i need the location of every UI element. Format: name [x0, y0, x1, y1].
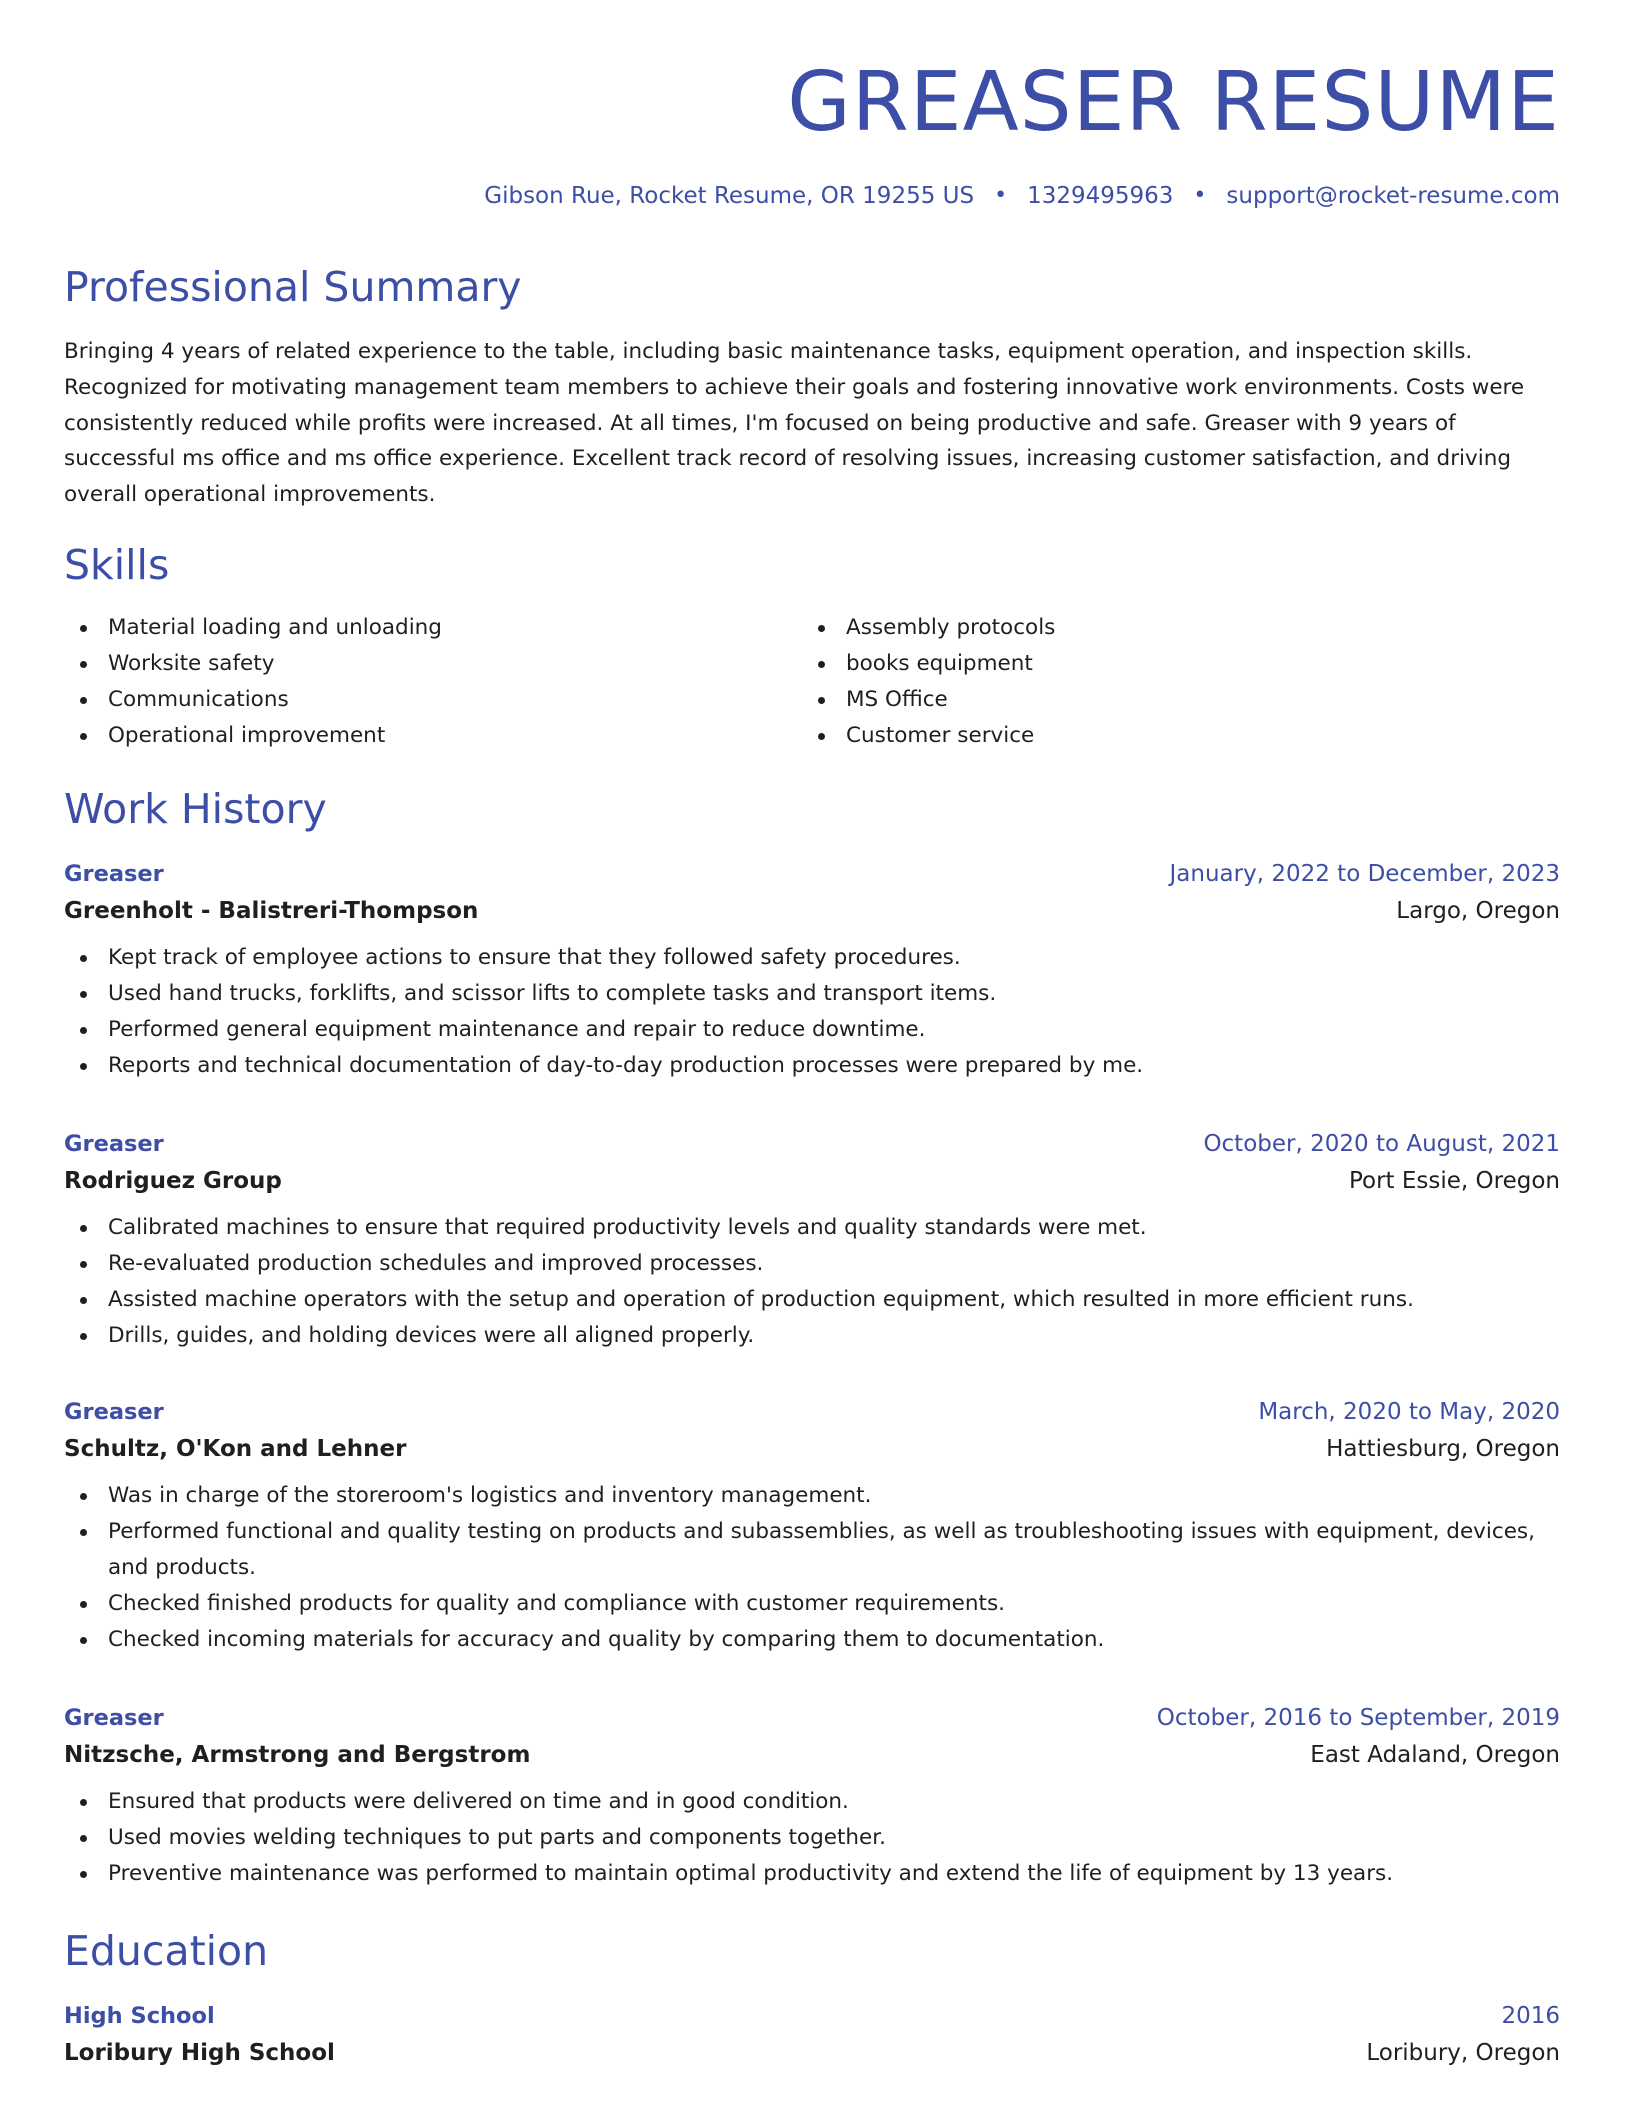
job-dates: January, 2022 to December, 2023 [1169, 861, 1560, 887]
contact-address: Gibson Rue, Rocket Resume, OR 19255 US [484, 183, 975, 209]
job-entry [64, 1394, 1560, 1658]
job-location: East Adaland, Oregon [1310, 1742, 1560, 1768]
company-name: Rodriguez Group [64, 1168, 282, 1194]
job-location: Port Essie, Oregon [1348, 1168, 1560, 1194]
job-bullet: Performed functional and quality testing on products and subassemblies, as well as troubleshooting issues with equipment, devices, and products. [64, 1514, 1560, 1586]
skill-item: Assembly protocols [802, 610, 1502, 646]
skill-item: Customer service [802, 718, 1502, 754]
skills-right-column [802, 610, 1502, 754]
summary-heading: Professional Summary [64, 263, 522, 311]
contact-line [484, 180, 1560, 212]
job-bullet: Performed general equipment maintenance and repair to reduce downtime. [64, 1012, 1560, 1048]
job-dates: October, 2016 to September, 2019 [1156, 1705, 1560, 1731]
school-location: Loribury, Oregon [1366, 2040, 1560, 2066]
contact-phone: 1329495963 [1027, 183, 1174, 209]
job-bullet: Reports and technical documentation of day-to-day production processes were prepared by me. [64, 1048, 1560, 1084]
job-bullet: Used movies welding techniques to put parts and components together. [64, 1820, 1560, 1856]
company-name: Greenholt - Balistreri-Thompson [64, 898, 479, 924]
contact-separator: • [1193, 183, 1207, 208]
job-bullet: Preventive maintenance was performed to maintain optimal productivity and extend the life of equipment by 13 years. [64, 1856, 1560, 1892]
job-title: Greaser [64, 1399, 164, 1425]
skill-item: Material loading and unloading [64, 610, 764, 646]
skills-heading: Skills [64, 541, 170, 589]
job-bullet: Drills, guides, and holding devices were all aligned properly. [64, 1318, 1560, 1354]
job-entry [64, 1126, 1560, 1354]
work-history-heading: Work History [64, 785, 327, 833]
job-bullet: Checked incoming materials for accuracy and quality by comparing them to documentation. [64, 1622, 1560, 1658]
contact-separator: • [994, 183, 1008, 208]
education-degree: High School [64, 2003, 215, 2029]
skill-item: Communications [64, 682, 764, 718]
job-title: Greaser [64, 1131, 164, 1157]
job-bullet: Checked finished products for quality and compliance with customer requirements. [64, 1586, 1560, 1622]
job-bullet: Ensured that products were delivered on time and in good condition. [64, 1784, 1560, 1820]
contact-email: support@rocket-resume.com [1226, 183, 1560, 209]
company-name: Schultz, O'Kon and Lehner [64, 1436, 407, 1462]
job-bullet: Kept track of employee actions to ensure that they followed safety procedures. [64, 940, 1560, 976]
job-dates: March, 2020 to May, 2020 [1258, 1399, 1560, 1425]
job-bullet: Was in charge of the storeroom's logistics and inventory management. [64, 1478, 1560, 1514]
job-entry [64, 856, 1560, 1084]
job-bullet: Used hand trucks, forklifts, and scissor lifts to complete tasks and transport items. [64, 976, 1560, 1012]
summary-text: Bringing 4 years of related experience to the table, including basic maintenance tasks, equipment operation, and inspection skills. Recognized for motivating management team members to achieve their goals and fostering innovative work environments. Costs were consistently reduced while profits were increased. At all times, I'm focused on being productive and safe. Greaser with 9 years of successful ms office and ms office experience. Excellent track record of resolving issues, increasing customer satisfaction, and driving overall operational improvements. [64, 339, 1525, 508]
education-year: 2016 [1501, 2003, 1560, 2029]
job-location: Hattiesburg, Oregon [1326, 1436, 1560, 1462]
job-dates: October, 2020 to August, 2021 [1203, 1131, 1560, 1157]
skill-item: Worksite safety [64, 646, 764, 682]
skill-item: Operational improvement [64, 718, 764, 754]
job-entry [64, 1700, 1560, 1892]
company-name: Nitzsche, Armstrong and Bergstrom [64, 1742, 531, 1768]
job-bullet: Assisted machine operators with the setup and operation of production equipment, which resulted in more efficient runs. [64, 1282, 1560, 1318]
education-entry [64, 1998, 1560, 2072]
skill-item: MS Office [802, 682, 1502, 718]
education-heading: Education [64, 1927, 269, 1975]
job-bullet: Re-evaluated production schedules and improved processes. [64, 1246, 1560, 1282]
skills-left-column [64, 610, 764, 754]
job-title: Greaser [64, 861, 164, 887]
job-location: Largo, Oregon [1396, 898, 1560, 924]
job-bullet: Calibrated machines to ensure that required productivity levels and quality standards were met. [64, 1210, 1560, 1246]
school-name: Loribury High School [64, 2040, 335, 2066]
job-title: Greaser [64, 1705, 164, 1731]
resume-name: GREASER RESUME [787, 55, 1560, 150]
skill-item: books equipment [802, 646, 1502, 682]
